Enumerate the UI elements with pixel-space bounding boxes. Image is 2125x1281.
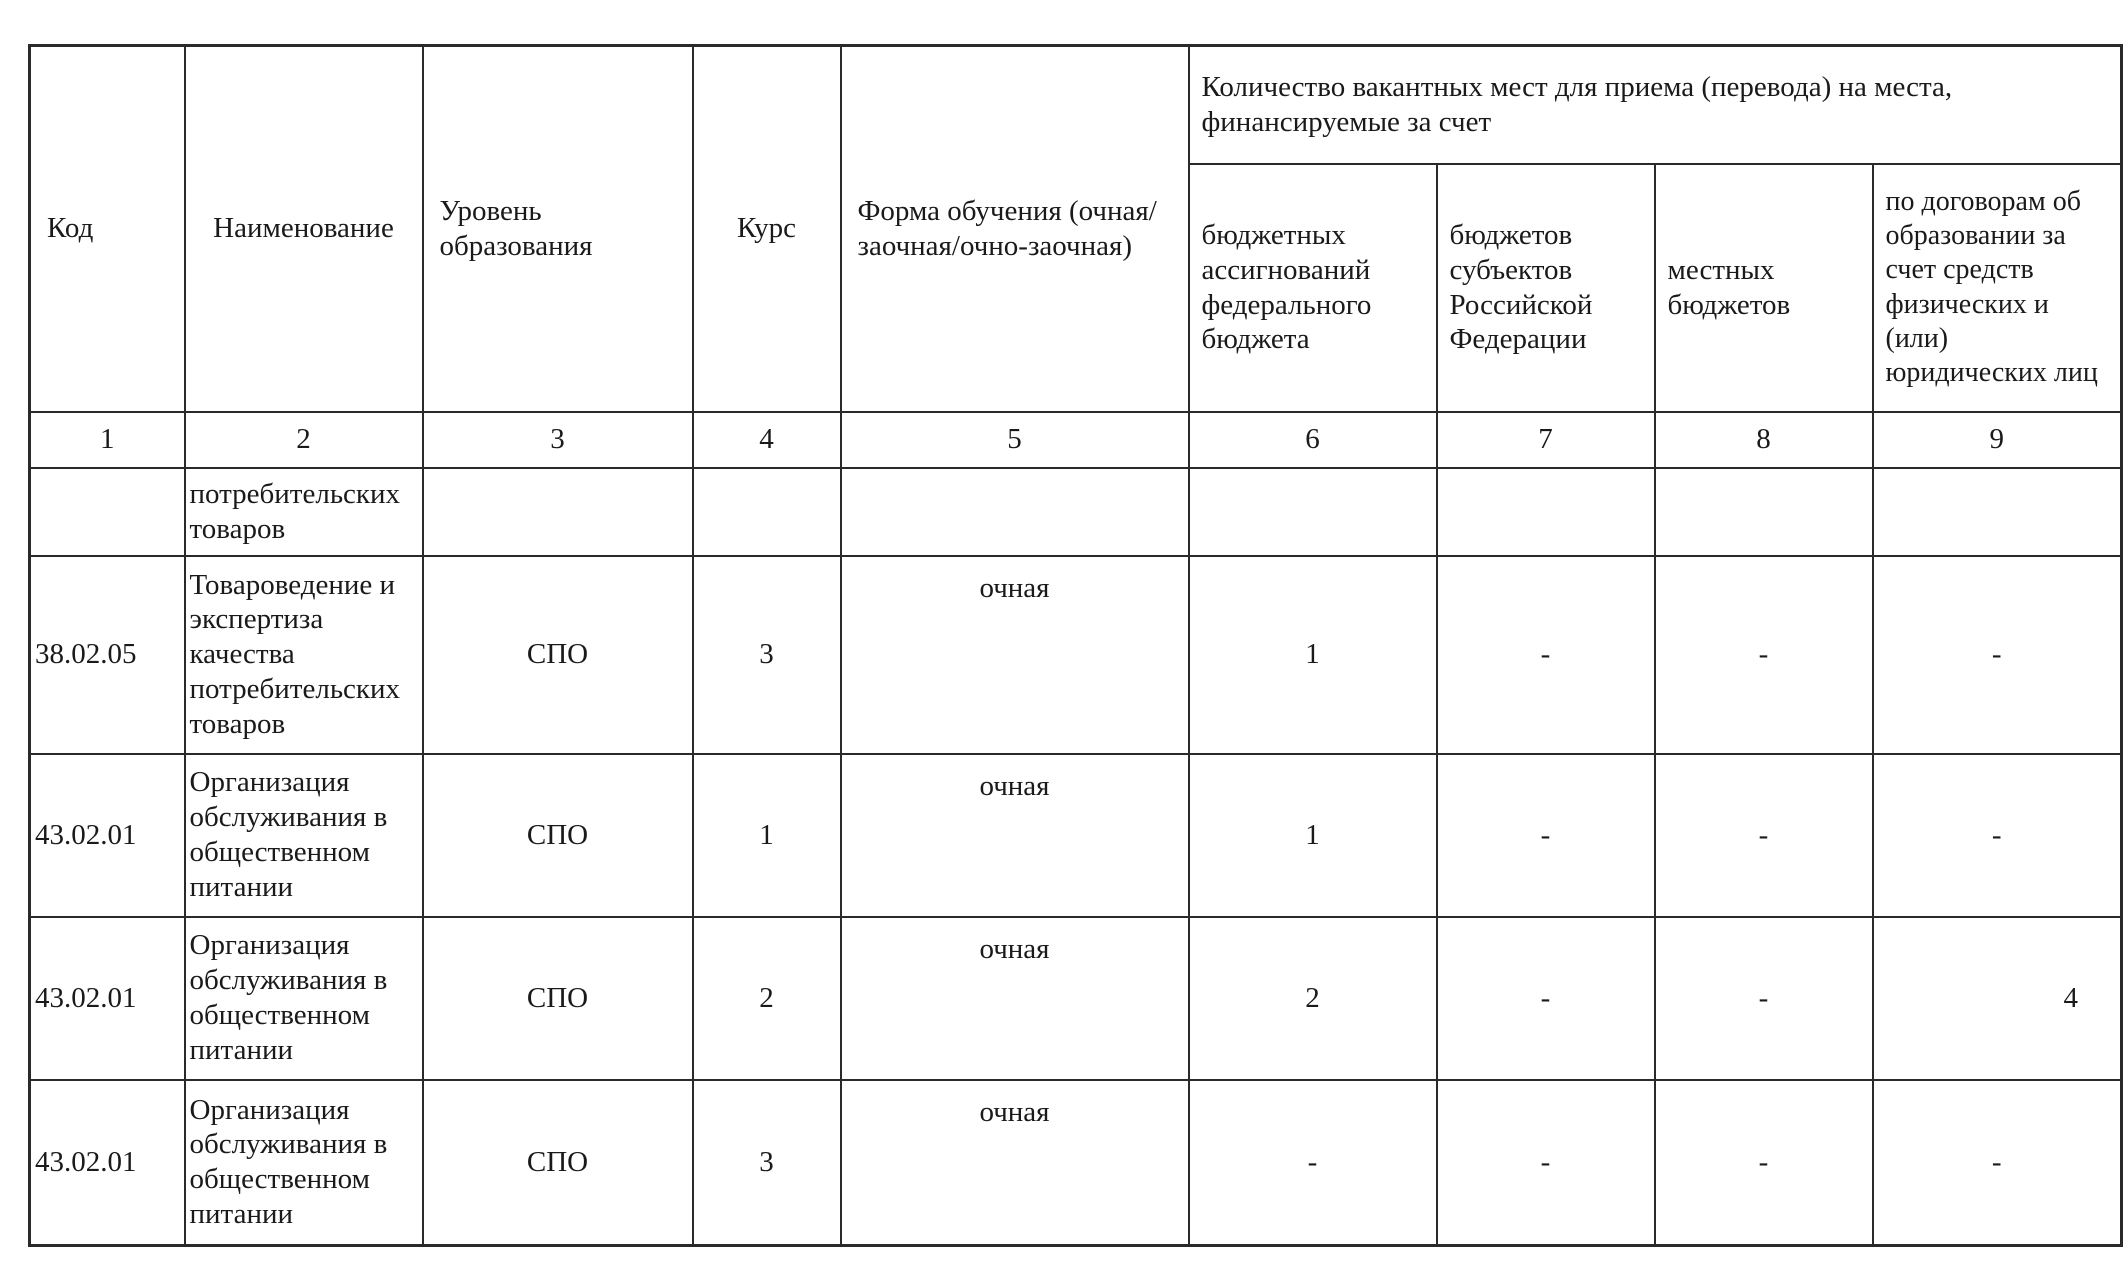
cell-kurs: 3	[693, 1080, 841, 1246]
header-subjects: бюджетов субъектов Российской Федерации	[1437, 164, 1655, 412]
cell-kod: 43.02.01	[30, 754, 185, 917]
cell-naimenovanie: Организация обслуживания в общественном питании	[185, 1080, 423, 1246]
cell-naimenovanie: потребительских товаров	[185, 468, 423, 556]
header-local: местных бюджетов	[1655, 164, 1873, 412]
vacancies-table	[28, 44, 2123, 1247]
cell-federal	[1189, 468, 1437, 556]
table-row	[30, 556, 2122, 754]
header-vacancy-group: Количество вакантных мест для приема (перевода) на места, финансируемые за счет	[1189, 46, 2122, 164]
cell-uroven: СПО	[423, 1080, 693, 1246]
column-numbers-row	[30, 412, 2122, 468]
header-uroven: Уровень образования	[423, 46, 693, 412]
cell-federal: 1	[1189, 556, 1437, 754]
cell-uroven: СПО	[423, 556, 693, 754]
column-number: 5	[841, 412, 1189, 468]
header-contracts: по договорам об образовании за счет средств физических и (или) юридических лиц	[1873, 164, 2122, 412]
header-forma: Форма обучения (очная/заочная/очно-заочная)	[841, 46, 1189, 412]
column-number: 8	[1655, 412, 1873, 468]
cell-naimenovanie: Товароведение и экспертиза качества потребительских товаров	[185, 556, 423, 754]
cell-subjects	[1437, 468, 1655, 556]
table-row	[30, 1080, 2122, 1246]
cell-local: -	[1655, 754, 1873, 917]
cell-subjects: -	[1437, 556, 1655, 754]
cell-local: -	[1655, 1080, 1873, 1246]
table-row	[30, 917, 2122, 1080]
cell-kod: 43.02.01	[30, 1080, 185, 1246]
cell-forma: очная	[841, 1080, 1189, 1246]
cell-naimenovanie: Организация обслуживания в общественном питании	[185, 754, 423, 917]
column-number: 3	[423, 412, 693, 468]
header-naimenovanie: Наименование	[185, 46, 423, 412]
header-kurs: Курс	[693, 46, 841, 412]
cell-contracts: -	[1873, 556, 2122, 754]
cell-uroven: СПО	[423, 917, 693, 1080]
cell-local: -	[1655, 917, 1873, 1080]
column-number: 2	[185, 412, 423, 468]
cell-contracts	[1873, 468, 2122, 556]
table-row	[30, 754, 2122, 917]
cell-kod: 43.02.01	[30, 917, 185, 1080]
cell-forma	[841, 468, 1189, 556]
cell-kod	[30, 468, 185, 556]
cell-kurs	[693, 468, 841, 556]
cell-contracts: -	[1873, 754, 2122, 917]
cell-kurs: 2	[693, 917, 841, 1080]
cell-subjects: -	[1437, 754, 1655, 917]
header-kod: Код	[30, 46, 185, 412]
column-number: 9	[1873, 412, 2122, 468]
cell-kurs: 3	[693, 556, 841, 754]
header-row-1	[30, 46, 2122, 164]
cell-uroven: СПО	[423, 754, 693, 917]
cell-federal: 2	[1189, 917, 1437, 1080]
cell-forma: очная	[841, 754, 1189, 917]
cell-forma: очная	[841, 556, 1189, 754]
column-number: 1	[30, 412, 185, 468]
column-number: 6	[1189, 412, 1437, 468]
cell-forma: очная	[841, 917, 1189, 1080]
cell-contracts: 4	[1873, 917, 2122, 1080]
cell-naimenovanie: Организация обслуживания в общественном питании	[185, 917, 423, 1080]
cell-local	[1655, 468, 1873, 556]
table-row	[30, 468, 2122, 556]
cell-local: -	[1655, 556, 1873, 754]
cell-contracts: -	[1873, 1080, 2122, 1246]
cell-kurs: 1	[693, 754, 841, 917]
cell-subjects: -	[1437, 917, 1655, 1080]
cell-uroven	[423, 468, 693, 556]
column-number: 7	[1437, 412, 1655, 468]
cell-federal: -	[1189, 1080, 1437, 1246]
cell-kod: 38.02.05	[30, 556, 185, 754]
column-number: 4	[693, 412, 841, 468]
cell-subjects: -	[1437, 1080, 1655, 1246]
header-federal: бюджетных ассигнований федерального бюджета	[1189, 164, 1437, 412]
cell-federal: 1	[1189, 754, 1437, 917]
